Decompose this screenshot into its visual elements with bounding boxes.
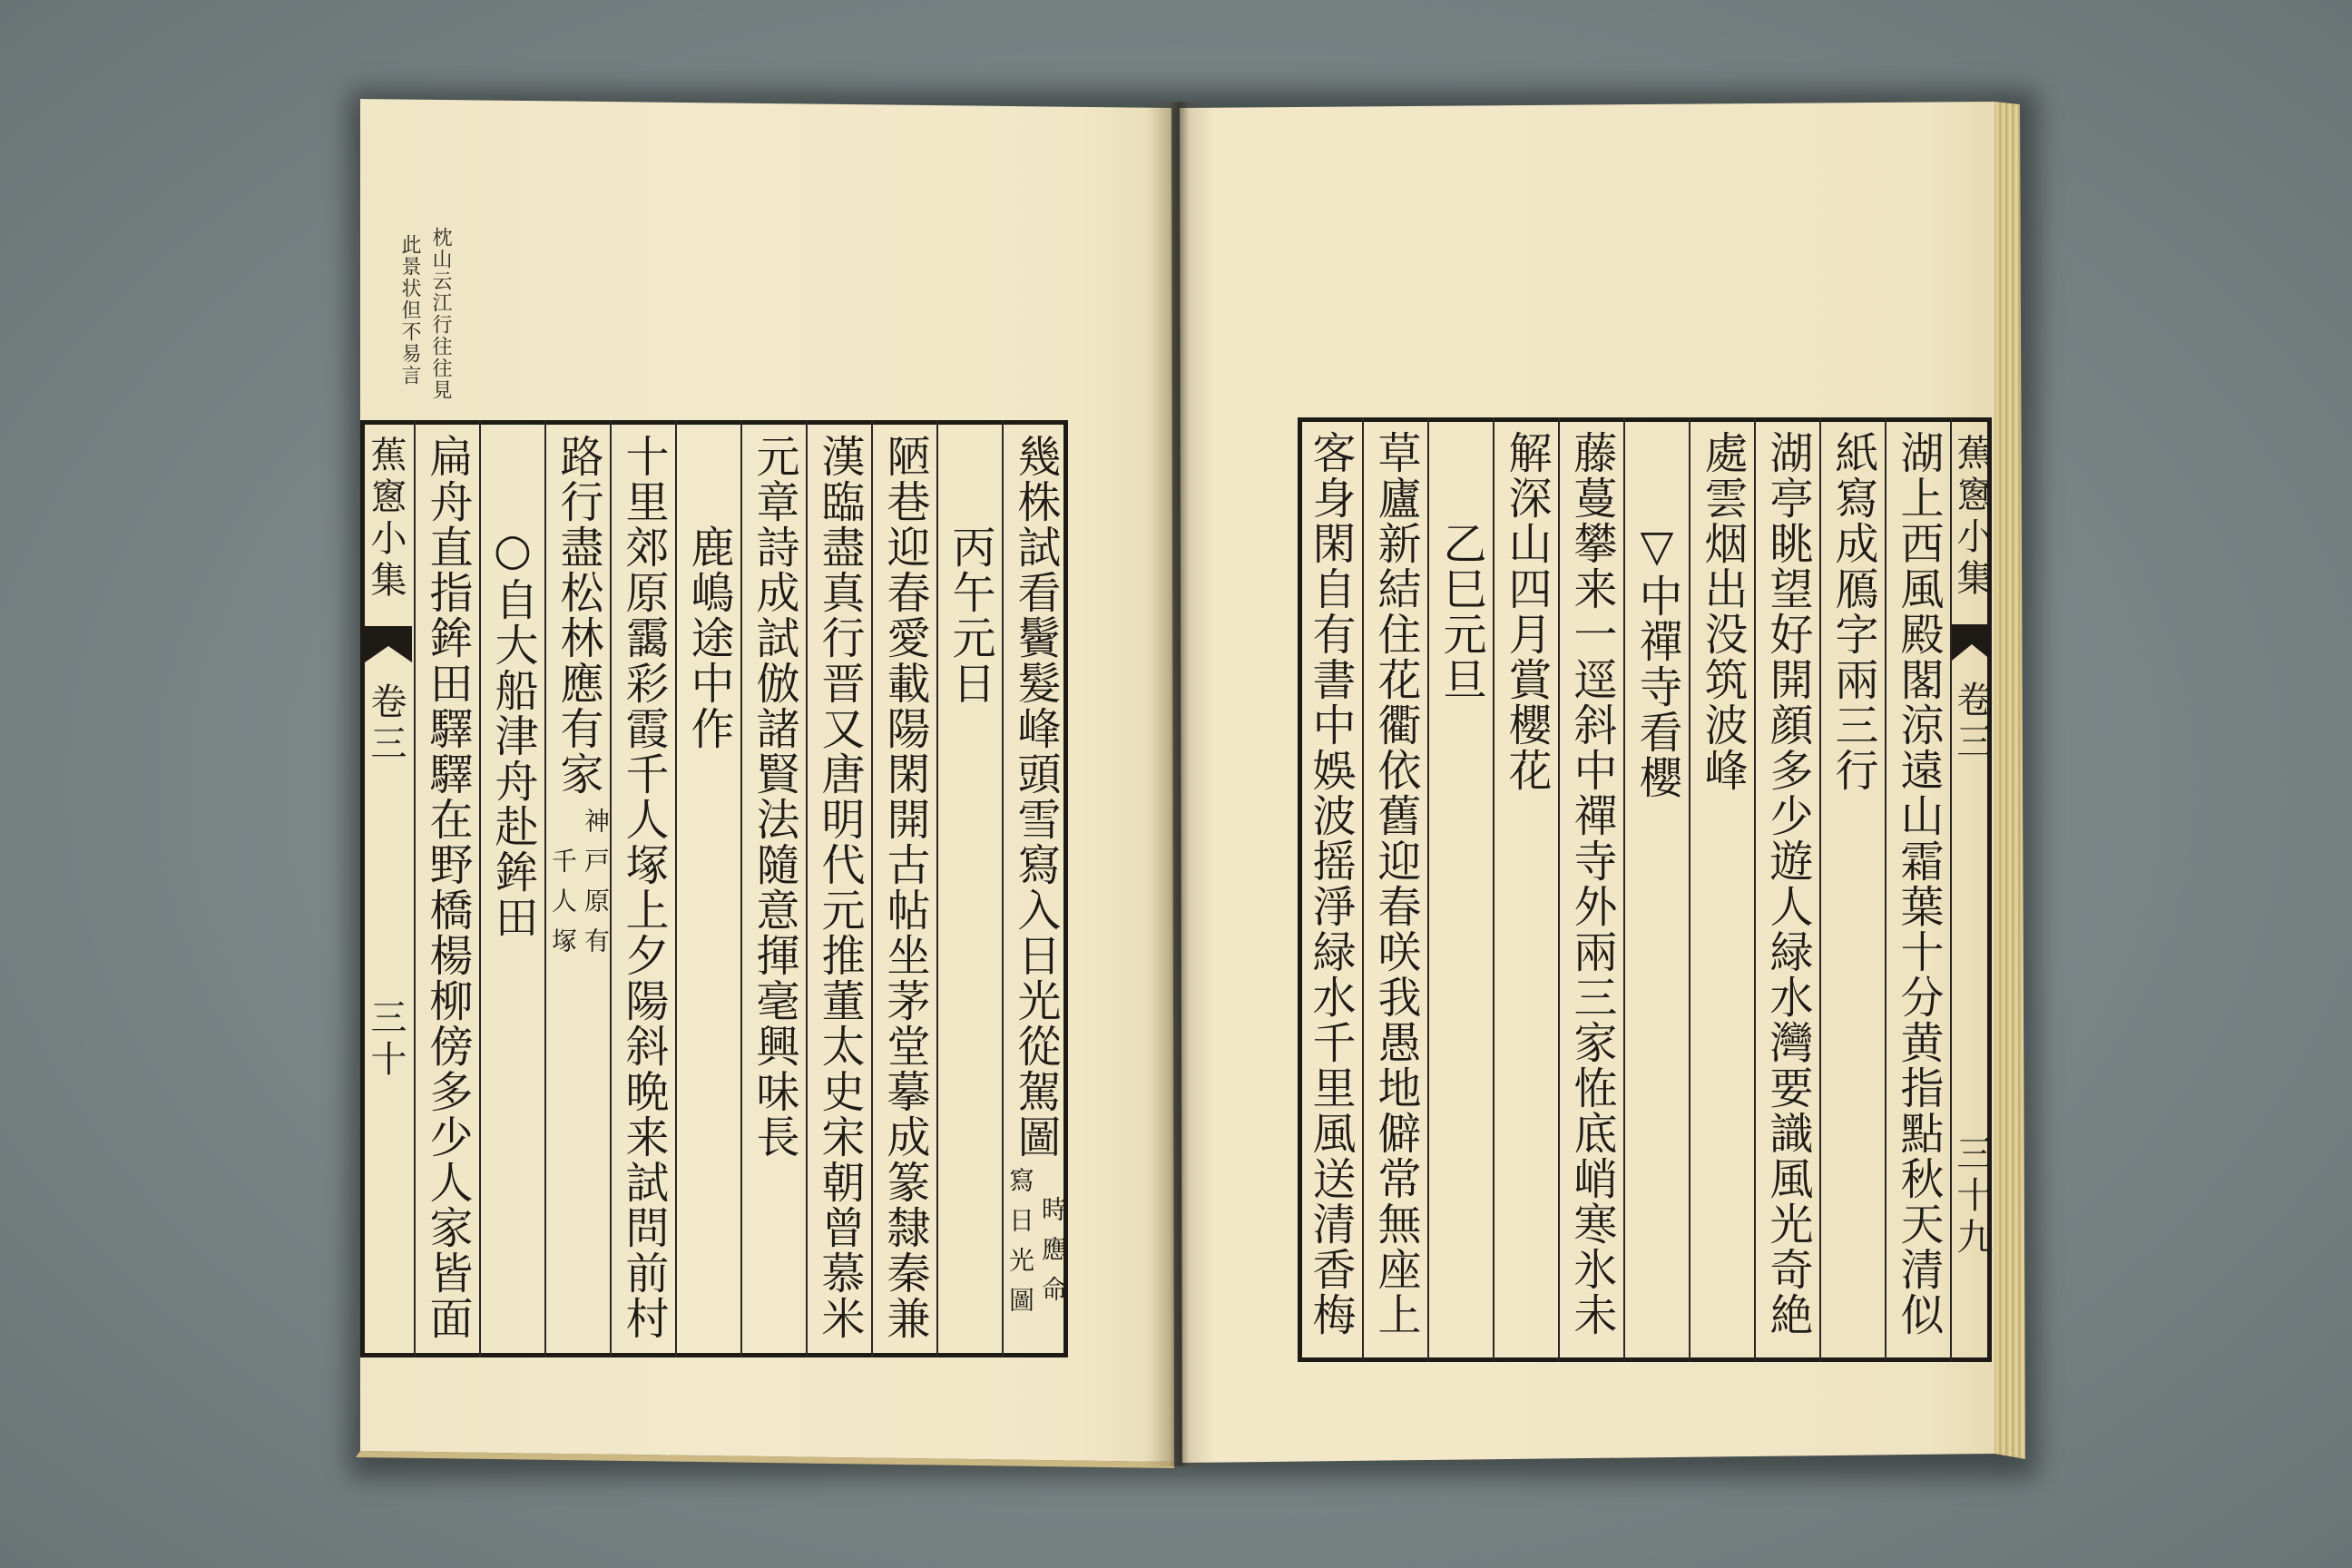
column-note: 神戸原有 <box>581 808 611 967</box>
margin-book-title: 蕉窻小集 <box>365 436 407 603</box>
text-column: 湖亭眺望好開顔多少遊人緑水灣要識風光奇絶 <box>1762 430 1813 1338</box>
margin-book-title: 蕉窻小集 <box>1951 434 1993 601</box>
poem-title: ○自大船津舟赴鉾田 <box>487 524 538 940</box>
margin-folio-number: 三十 <box>365 998 407 1082</box>
poem-title: 鹿嶋途中作 <box>683 524 734 751</box>
text-column: 客身閑自有書中娛波摇淨緑水千里風送清香梅 <box>1305 430 1356 1338</box>
margin-folio-number: 三十九 <box>1951 1134 1993 1259</box>
text-column: 湖上西風殿閣涼遠山霜葉十分黄指點秋天清似 <box>1893 430 1944 1338</box>
poem-title: 丙午元日 <box>945 524 995 706</box>
text-column: 草廬新結住花衢依舊迎春咲我愚地僻常無座上 <box>1370 430 1421 1338</box>
margin-volume: 卷三 <box>365 682 407 766</box>
text-column: 十里郊原靄彩霞千人塚上夕陽斜晩来試問前村 <box>618 434 669 1341</box>
text-column: 漢臨盡真行晋又唐明代元推董太史宋朝曾慕米 <box>814 434 865 1341</box>
text-column: 紙寫成鴈字兩三行 <box>1828 430 1878 793</box>
text-column: 幾株試看鬢髮峰頭雪寫入日光從駕圖 <box>1010 434 1061 1160</box>
text-column: 扁舟直指鉾田驛驛在野橋楊柳傍多少人家皆面 <box>422 434 473 1341</box>
gutter-shadow <box>1145 102 1214 1466</box>
column-note: 時應命 <box>1038 1196 1068 1316</box>
text-column: 陋巷迎春愛載陽閑開古帖坐茅堂摹成篆隸秦兼 <box>879 434 930 1341</box>
poem-title: 乙巳元旦 <box>1436 521 1486 702</box>
text-column: 處雲烟出没筑波峰 <box>1697 430 1748 793</box>
text-column: 藤蔓攀来一逕斜中禪寺外兩三家恠底峭寒氷未 <box>1566 430 1617 1338</box>
column-note: 寫日光圖 <box>1005 1167 1035 1327</box>
poem-title: ▽中禪寺看櫻 <box>1632 521 1682 800</box>
margin-volume: 卷三 <box>1951 681 1993 764</box>
column-note: 千人塚 <box>548 848 578 967</box>
text-column: 路行盡松林應有家 <box>553 434 603 797</box>
headnote-right-column: 枕山云江行往往見 <box>429 227 452 401</box>
text-column: 元章詩成試倣諸賢法隨意揮毫興味長 <box>749 434 799 1160</box>
headnote-left-column: 此景状但不易言 <box>398 234 421 387</box>
text-column: 解深山四月賞櫻花 <box>1501 430 1552 793</box>
